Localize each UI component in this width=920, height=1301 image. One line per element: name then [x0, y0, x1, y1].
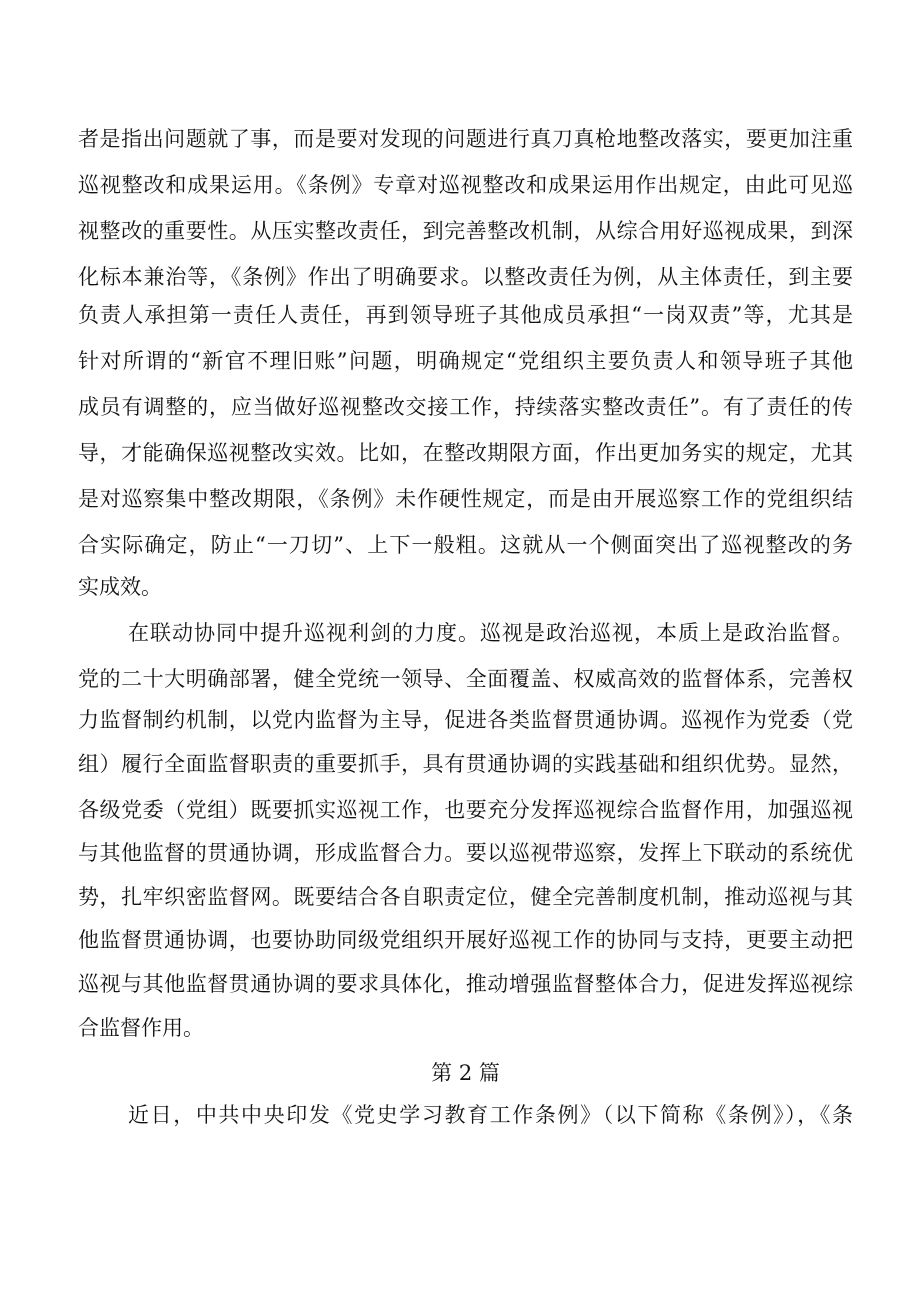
paragraph-1-line: 负责人承担第一责任人责任，再到领导班子其他成员承担“一岗双责”等，尤其是	[78, 303, 853, 327]
paragraph-2-line: 在联动协同中提升巡视利剑的力度。巡视是政治巡视，本质上是政治监督。	[128, 621, 853, 645]
paragraph-1-line: 是对巡察集中整改期限，《条例》未作硬性规定，而是由开展巡察工作的党组织结	[78, 487, 853, 511]
paragraph-2-line: 巡视与其他监督贯通协调的要求具体化，推动增强监督整体合力，促进发挥巡视综	[78, 972, 853, 996]
paragraph-2-line: 力监督制约机制，以党内监督为主导，促进各类监督贯通协调。巡视作为党委（党	[78, 708, 853, 732]
paragraph-2-line: 势，扎牢织密监督网。既要结合各自职责定位，健全完善制度机制，推动巡视与其	[78, 885, 853, 909]
paragraph-1-line: 视整改的重要性。从压实整改责任，到完善整改机制，从综合用好巡视成果，到深	[78, 219, 853, 243]
paragraph-1-line: 合实际确定，防止“一刀切”、上下一般粗。这就从一个侧面突出了巡视整改的务	[78, 533, 853, 557]
paragraph-3-line: 近日，中共中央印发《党史学习教育工作条例》（以下简称《条例》），《条	[128, 1103, 853, 1127]
paragraph-1-line: 成员有调整的，应当做好巡视整改交接工作，持续落实整改责任”。有了责任的传	[78, 395, 853, 419]
paragraph-2-line: 合监督作用。	[78, 1016, 204, 1040]
paragraph-2-line: 党的二十大明确部署，健全党统一领导、全面覆盖、权威高效的监督体系，完善权	[78, 667, 853, 691]
paragraph-2-line: 他监督贯通协调，也要协助同级党组织开展好巡视工作的协同与支持，更要主动把	[78, 928, 853, 952]
paragraph-1-line: 巡视整改和成果运用。《条例》专章对巡视整改和成果运用作出规定，由此可见巡	[78, 173, 853, 197]
paragraph-1-line: 化标本兼治等，《条例》作出了明确要求。以整改责任为例，从主体责任，到主要	[78, 265, 853, 289]
paragraph-2-line: 各级党委（党组）既要抓实巡视工作，也要充分发挥巡视综合监督作用，加强巡视	[78, 798, 853, 822]
paragraph-1-line: 导，才能确保巡视整改实效。比如，在整改期限方面，作出更加务实的规定，尤其	[78, 441, 853, 465]
paragraph-1-line: 者是指出问题就了事，而是要对发现的问题进行真刀真枪地整改落实，要更加注重	[78, 127, 853, 151]
paragraph-2-line: 与其他监督的贯通协调，形成监督合力。要以巡视带巡察，发挥上下联动的系统优	[78, 841, 853, 865]
paragraph-2-line: 组）履行全面监督职责的重要抓手，具有贯通协调的实践基础和组织优势。显然，	[78, 752, 853, 776]
section-heading: 第 2 篇	[431, 1061, 500, 1085]
paragraph-1-line: 针对所谓的“新官不理旧账”问题，明确规定“党组织主要负责人和领导班子其他	[78, 349, 853, 373]
paragraph-1-line: 实成效。	[78, 575, 162, 599]
